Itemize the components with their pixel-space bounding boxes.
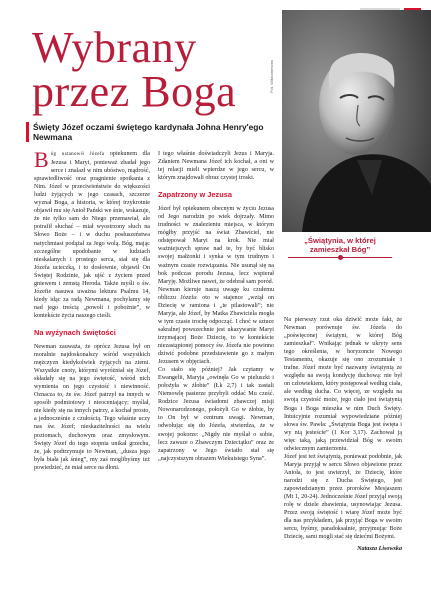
title-line-1: Wybrany: [32, 23, 197, 72]
section-heading: Na wyżynach świętości: [34, 327, 116, 337]
column-1: [34, 147, 150, 472]
pull-quote-dot: [338, 255, 343, 260]
photo-credit: Fot. Wikicommons: [269, 60, 274, 93]
article-title: [32, 23, 272, 116]
paragraph: Co stało się później? Jak czytamy w Ewangelii, Maryja „owinęła Go w pieluszki i położyła w żłobie” (Łk 2,7) i tak zastali Niemowlę pasterze przybyli oddać Mu cześć. Rodzice Jezusa świadomi zbawczej misji Nowonarodzonego, położyli Go w żłobie, by to On był w centrum uwagi. Newman, odwołując się do Józefa, stwierdza, że w swojej pokorze: „Nigdy nie myślał o sobie, lecz zawsze o Zbawczym Dzieciątku” oraz że zapatrzony w Jego światło stał się „najczystszym obrazem Wiekuistego Syna”.: [158, 367, 274, 462]
paragraph: Na pierwszy rzut oka dziwić może fakt, że Newman porównuje św. Józefa do „poświęconej świątyni, w której Bóg zamieszkał”. Wnikając jednak w ukryty sens tego określenia, w horyzoncie Nowego Testamentu, okazuje się ono zrozumiałe i trafne. Józef może być nazwany świątynią ze względu na swoją kondycję duchową: nie był on człowiekiem, który postępował według ciała, ale według ducha. Co więcej, ze względu na swoją czystość może, jego ciało jest świątynią Boga i Boga mieszka w nim Duch Święty. Intuicyjnie rozumiał wypowiedziane później słowa św. Pawła: „Świątynia Boga jest święta i wy nią jesteście” (1 Kor 3,17). Zachował ją więc taką, jaką przewidział Bóg w swoim odwiecznym zamierzeniu.: [284, 317, 402, 452]
drop-cap: B: [34, 147, 49, 172]
paragraph: Newman zauważa, że oprócz Jezusa był on moralnie najdoskonalszy wśród wszystkich mężczyzn kiedykolwiek żyjących na ziemi. Wszystkie cnoty, którymi wyróżniał się Józef, składały się na jego świętość, wśród nich wymienia on jego czystość i niewinność. Oznacza to, że św. Józef patrzył na innych w sposób podmiotowy i nieoceniający; myślał, nie kiedy się na innych patrzy, a kochał prosto, a jednocześnie z czułością. Tego właśnie uczy nas św. Józef; nieskazitelności na wielu poziomach, duchowym oraz zmysłowym. Święty Józef do tego stopnia unikał grzechu, że, jak podtrzymuje to Newman, „dusza jego była biała jak śnieg”, my zaś moglibyśmy też powiedzieć, że miał serce na dłoni.: [34, 343, 150, 471]
title-line-2: przez Boga: [32, 67, 237, 116]
section-heading: Zapatrzony w Jezusa: [158, 190, 232, 200]
article-subtitle: Święty Józef oczami świętego kardynała Johna Henry'ego Newmana: [26, 122, 277, 142]
paragraph: Józef był opiekunem obecnym w życiu Jezusa od Jego narodzin po wiek dojrzały. Mimo trudności w znalezieniu miejsca, w którym mógłby przyjść na świat Zbawiciel, nie odstępował Maryi na krok. Nie miał ważniejszych spraw nad te, by być blisko swojej małżonki i synka w tym trudnym i ważnym czasie rozwiązania. Nie usunął się na bok podczas porodu Jezusa, lecz wspierał Maryję. Możliwe nawet, że odebrał sam poród.: [158, 206, 274, 285]
author-signature: Natasza Lisowska: [357, 546, 402, 553]
column-3: [284, 316, 402, 553]
column-2: [158, 150, 274, 463]
paragraph: Józef jest też świątynią, ponieważ podobnie, jak Maryja przyjął w sercu Słowo objawione przez Anioła, to jest uwierzył, że Dziecię, które narodzi się z Ducha Świętego, jest zapowiedzianym przez proroków Mesjaszem (Mt 1, 20-24). Jednocześnie Józef przyjął swoją rolę w dziele zbawienia, usynowiając Jezusa. Przez swoją świętość i wiarę Józef może być dla nas przykładem, jak przyjąć Boga w swoim sercu, byśmy, paradoksalnie, przyjmując Boże Dziecię, sami mogli stać się dziećmi Bożymi.: [284, 453, 402, 541]
portrait-photo: [282, 10, 431, 232]
paragraph: I tego właśnie doświadczyli Jezus i Maryja. Zdaniem Newmana Józef ich kochał, a oni w tej relacji mieli wpierdze w jego sercu, w którym znajdowali obraz czystej troski.: [158, 151, 274, 182]
lead-paragraph: [34, 147, 150, 320]
lead-smallcaps: óg ustanowił Józefa: [50, 152, 105, 157]
paragraph: Newman kieruje naszą uwagę ku czułemu obliczu Józefa: oto w stajence „wziął on Dziecię w ramiona i „te pilastowali”; nie Maryja, ale Józef, by Matka Zbawiciela mogła w tym czasie trochę odpocząć. I choć w sztuce sakralnej powszechnie jest ukazywanie Maryi trzymającej Boże Dziecię, to w kontekście niezastąpionej pomocy św. Józefa nie powinno dziwić podobne przedstawienie go z małym Jezusem w objęciach.: [158, 286, 274, 366]
lead-text: opiekunem dla Jezusa i Maryi, ponieważ zbadał jego serce i znalazł w nim ubóstwo, mądrość, sprawiedliwość oraz pragnienie spotkania z Nim. Józef w przeciwieństwie do większości ludzi żyjących w jego czasach, szczerze wyznał Boga, a historia, w której trzykrotnie objawił mu się Anioł Pański we śnie, wskazuje, że nie tylko sam do Niego przemawiał, ale potrafił słuchać – miał wyostrzony słuch na Słowo Boże – i w duchu posłuszeństwa natychmiast podążał za Jego wolą. Bóg, mając szczególne upodobanie w ludziach nieskalanych i prostego serca, stał się dla Józefa ucieczką, i to dosłownie, objawił On Świętej Rodzinie, jak ujść z życiem przed gniewem i zemstą Heroda. Także myśli o św. Józefie nasuwa uważna lektura Psalmu 14, kiedy idąc za radą Newmana, pochylamy się nad jego treścią „powoli i pobożnie”, w kontekście życia naszego cieśli.: [34, 151, 150, 319]
pull-quote: „Świątynia, w której zamieszkał Bóg”: [304, 236, 376, 254]
